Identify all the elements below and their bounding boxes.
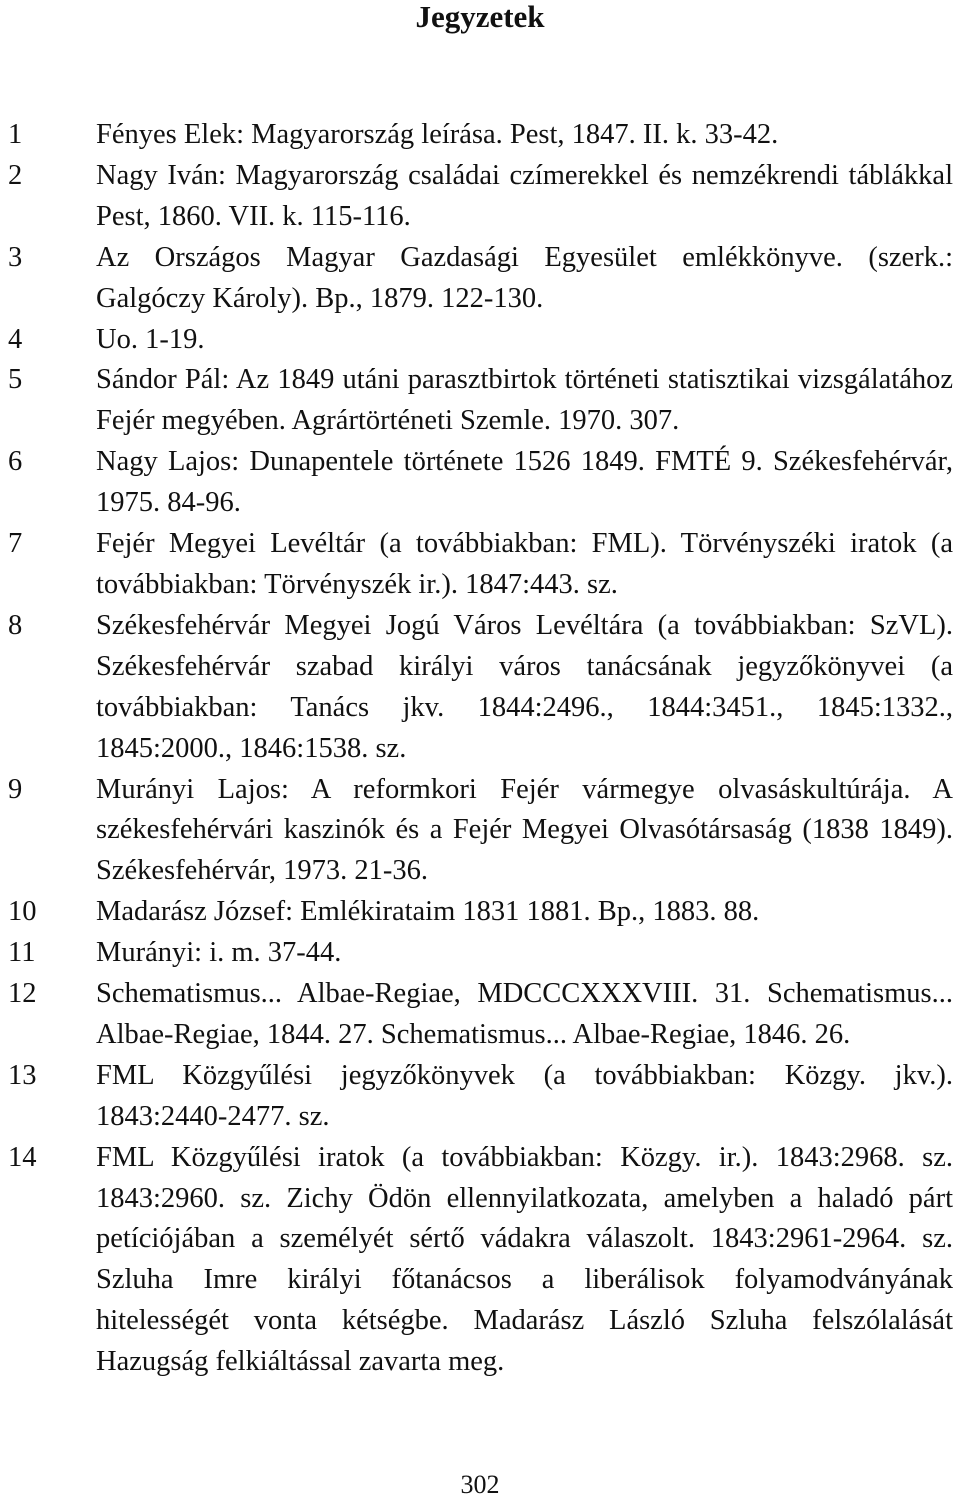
page-number: 302 bbox=[460, 1470, 500, 1499]
note-text: Murányi Lajos: A reformkori Fejér vármegye olvasáskultúrája. A székesfehérvári kaszinók és a Fejér Megyei Olvasótársaság (1838 1849). Székesfehérvár, 1973. 21-36. bbox=[96, 773, 953, 887]
note-text: Madarász József: Emlékirataim 1831 1881. Bp., 1883. 88. bbox=[96, 896, 760, 928]
note-number: 13 bbox=[8, 1059, 37, 1091]
note-item bbox=[0, 1138, 960, 1383]
note-number: 8 bbox=[8, 609, 23, 641]
note-item bbox=[0, 892, 960, 933]
note-number: 7 bbox=[8, 528, 23, 560]
note-text: Fényes Elek: Magyarország leírása. Pest, 1847. II. k. 33-42. bbox=[96, 119, 779, 150]
note-number: 3 bbox=[8, 241, 23, 273]
note-number: 10 bbox=[8, 896, 37, 928]
note-text: FML Közgyűlési jegyzőkönyvek (a továbbiakban: Közgy. jkv.). 1843:2440-2477. sz. bbox=[96, 1059, 953, 1132]
note-text: Nagy Lajos: Dunapentele története 1526 1849. FMTÉ 9. Székesfehérvár, 1975. 84-96. bbox=[96, 446, 953, 519]
note-text: Murányi: i. m. 37-44. bbox=[96, 937, 342, 969]
note-item bbox=[0, 974, 960, 1056]
note-text: Sándor Pál: Az 1849 utáni parasztbirtok történeti statisztikai vizsgálatához Fejér megyében. Agrártörténeti Szemle. 1970. 307. bbox=[96, 364, 953, 437]
note-number: 6 bbox=[8, 446, 23, 478]
note-text: Fejér Megyei Levéltár (a továbbiakban: FML). Törvényszéki iratok (a továbbiakban: Törvényszék ir.). 1847:443. sz. bbox=[96, 528, 953, 600]
note-item bbox=[0, 770, 960, 893]
note-item bbox=[0, 933, 960, 974]
note-text: Nagy Iván: Magyarország családai czímerekkel és nemzékrendi táblákkal Pest, 1860. VII. k. 115-116. bbox=[96, 159, 953, 232]
note-item bbox=[0, 1056, 960, 1138]
note-number: 1 bbox=[8, 119, 23, 150]
note-item bbox=[0, 115, 960, 156]
note-text: Az Országos Magyar Gazdasági Egyesület emlékkönyve. (szerk.: Galgóczy Károly). Bp., 1879. 122-130. bbox=[96, 241, 953, 314]
note-item bbox=[0, 238, 960, 320]
page-title: Jegyzetek bbox=[415, 0, 545, 34]
note-item bbox=[0, 360, 960, 442]
note-number: 9 bbox=[8, 773, 23, 805]
note-text: Uo. 1-19. bbox=[96, 323, 205, 355]
note-text: Székesfehérvár Megyei Jogú Város Levéltára (a továbbiakban: SzVL). Székesfehérvár szabad királyi város tanácsának jegyzőkönyvei (a továbbiakban: Tanács jkv. 1844:2496., 1844:3451., 1845:1332., 1845:2000., 1846:1538. sz. bbox=[96, 609, 953, 764]
note-number: 2 bbox=[8, 159, 23, 191]
note-number: 12 bbox=[8, 978, 37, 1010]
note-item bbox=[0, 606, 960, 770]
notes-list bbox=[0, 115, 960, 1383]
note-number: 4 bbox=[8, 323, 23, 355]
note-number: 5 bbox=[8, 364, 23, 396]
note-text: Schematismus... Albae-Regiae, MDCCCXXXVIII. 31. Schematismus... Albae-Regiae, 1844. 27. Schematismus... Albae-Regiae, 1846. 26. bbox=[96, 978, 953, 1050]
note-item bbox=[0, 524, 960, 606]
note-item bbox=[0, 320, 960, 361]
note-text: FML Közgyűlési iratok (a továbbiakban: Közgy. ir.). 1843:2968. sz. 1843:2960. sz. Zichy Ödön ellennyilatkozata, amelyben a haladó párt petíciójában a személyét sértő vádakra válaszolt. 1843:2961-2964. sz. Szluha Imre királyi főtanácsos a liberálisok folyamodványának hitelességét vonta kétségbe. Madarász László Szluha felszólalását Hazugság felkiáltással zavarta meg. bbox=[96, 1141, 953, 1378]
note-item bbox=[0, 442, 960, 524]
note-item bbox=[0, 156, 960, 238]
note-number: 11 bbox=[8, 937, 36, 969]
note-number: 14 bbox=[8, 1141, 37, 1173]
